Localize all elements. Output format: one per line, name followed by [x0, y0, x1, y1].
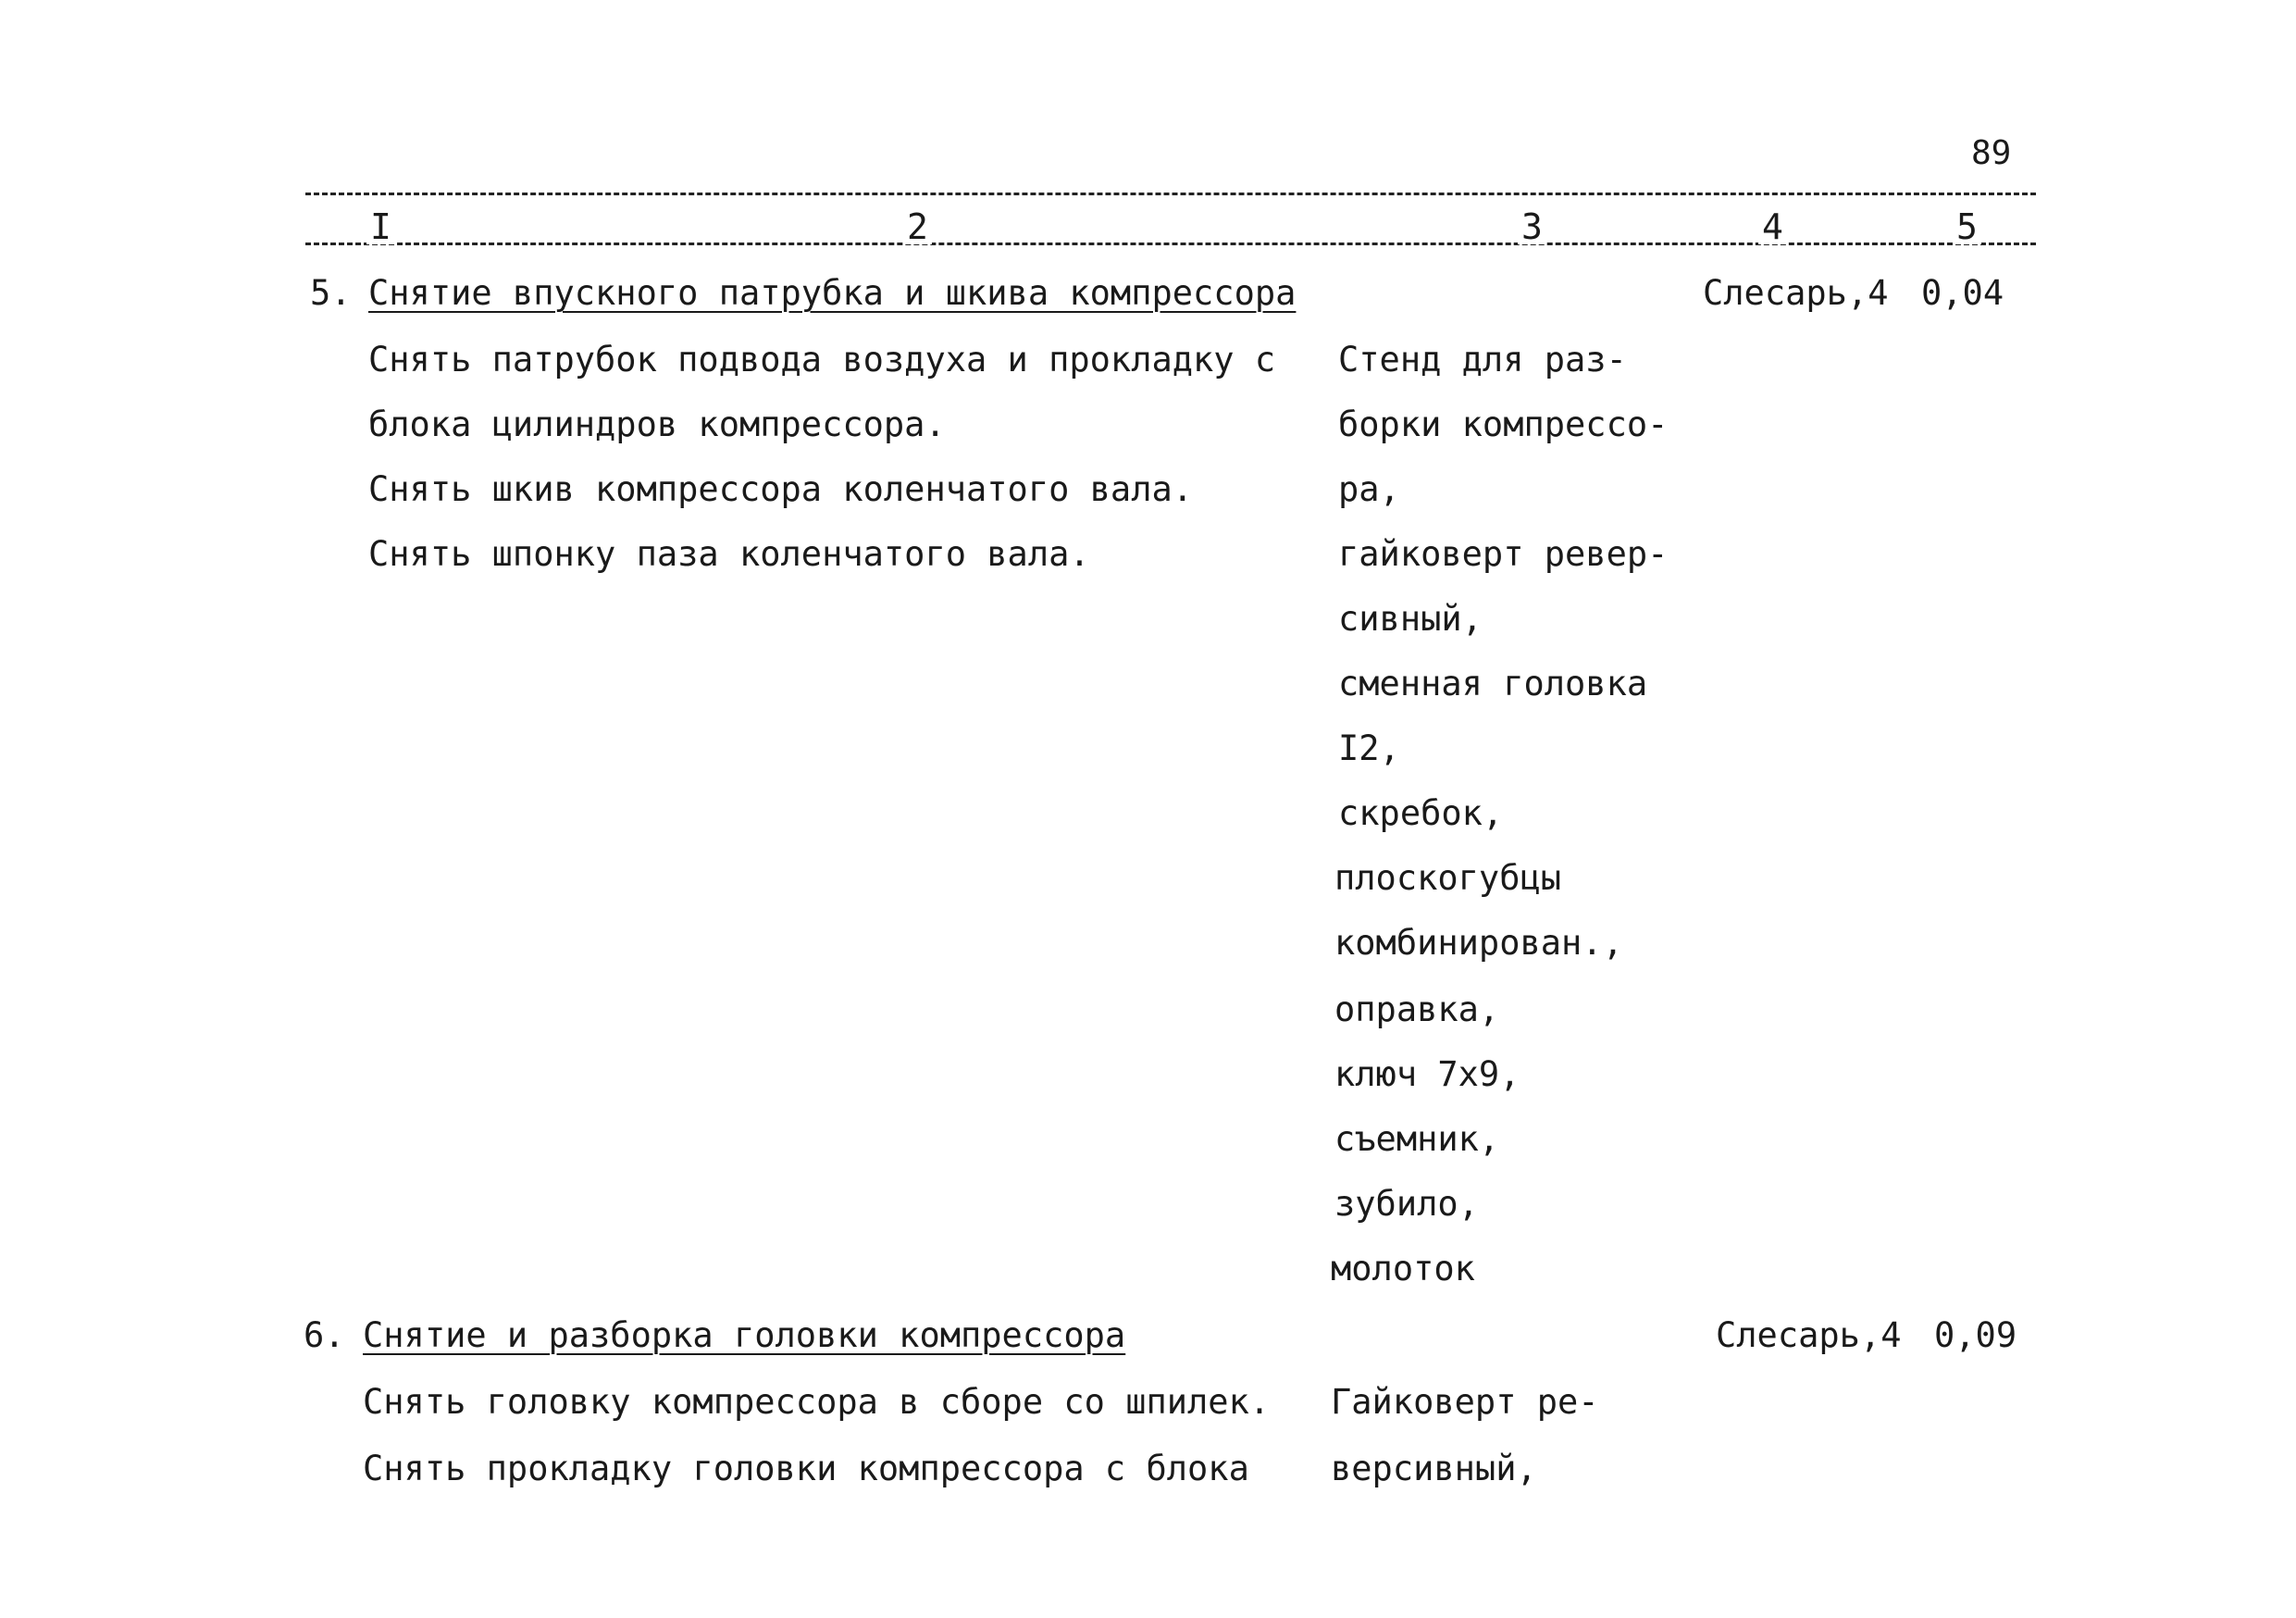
- section-5-tool-4: гайковерт ревер-: [1338, 534, 1669, 574]
- section-5-line-3: Снять шкив компрессора коленчатого вала.: [368, 469, 1194, 509]
- section-5-tool-6: сменная головка: [1338, 664, 1648, 703]
- section-6-title: Снятие и разборка головки компрессора: [363, 1315, 1126, 1355]
- header-top-rule: [305, 193, 2036, 195]
- column-number-2: 2: [903, 209, 932, 244]
- section-5-tool-5: сивный,: [1338, 599, 1483, 639]
- section-6-line-2: Снять прокладку головки компрессора с блока: [363, 1449, 1249, 1488]
- section-5-tool-12: ключ 7х9,: [1334, 1054, 1520, 1094]
- section-6-time: 0,09: [1934, 1315, 2017, 1355]
- section-5-tool-10: комбинирован.,: [1334, 923, 1623, 963]
- section-5-tool-1: Стенд для раз-: [1338, 340, 1627, 380]
- page-number: 89: [1971, 134, 2012, 172]
- section-6-worker: Слесарь,4: [1716, 1315, 1902, 1355]
- section-5-tool-15: молоток: [1331, 1249, 1475, 1288]
- section-6-tool-2: версивный,: [1331, 1449, 1537, 1488]
- section-5-tool-13: съемник,: [1334, 1119, 1500, 1159]
- section-5-line-2: блока цилиндров компрессора.: [368, 404, 946, 444]
- section-5-number: 5.: [310, 273, 352, 313]
- section-5-tool-11: оправка,: [1334, 989, 1500, 1029]
- section-5-tool-9: плоскогубцы: [1334, 858, 1562, 898]
- column-number-3: 3: [1518, 209, 1546, 244]
- section-5-tool-7: I2,: [1338, 728, 1400, 768]
- section-5-worker: Слесарь,4: [1703, 273, 1889, 313]
- section-5-line-1: Снять патрубок подвода воздуха и прокладку с: [368, 340, 1276, 380]
- section-6-number: 6.: [304, 1315, 345, 1355]
- section-5-title: Снятие впускного патрубка и шкива компрессора: [368, 273, 1297, 313]
- section-6-line-1: Снять головку компрессора в сборе со шпилек.: [363, 1382, 1271, 1422]
- section-5-tool-14: зубило,: [1334, 1184, 1479, 1224]
- column-number-4: 4: [1758, 209, 1787, 244]
- column-number-5: 5: [1953, 209, 1981, 244]
- section-6-tool-1: Гайковерт ре-: [1331, 1382, 1599, 1422]
- section-5-line-4: Снять шпонку паза коленчатого вала.: [368, 534, 1090, 574]
- section-5-time: 0,04: [1921, 273, 2004, 313]
- section-5-tool-3: ра,: [1338, 469, 1400, 509]
- section-5-tool-8: скребок,: [1338, 793, 1504, 833]
- section-5-tool-2: борки компрессо-: [1338, 404, 1669, 444]
- column-number-1: I: [366, 209, 395, 244]
